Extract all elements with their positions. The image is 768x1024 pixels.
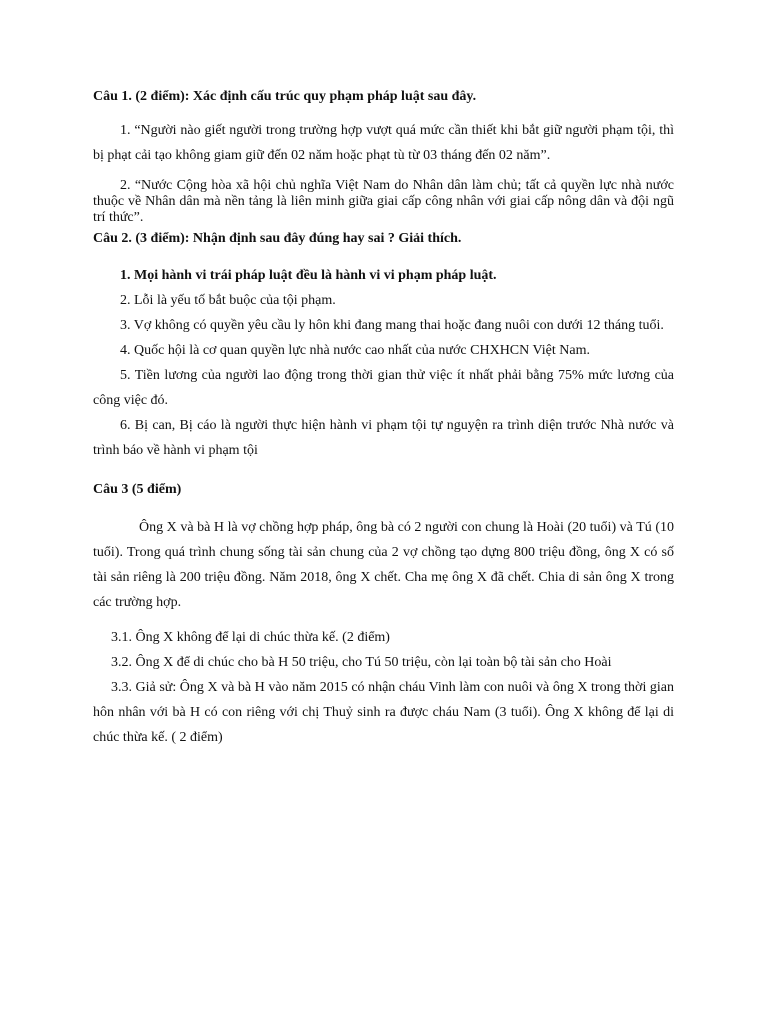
cau1-heading: Câu 1. (2 điểm): Xác định cấu trúc quy phạm pháp luật sau đây. [93, 89, 477, 104]
cau2-item-4: 4. Quốc hội là cơ quan quyền lực nhà nước cao nhất của nước CHXHCN Việt Nam. [120, 343, 590, 358]
cau3-sub-1: 3.1. Ông X không để lại di chúc thừa kế. (2 điểm) [111, 630, 390, 645]
cau2-item-5: 5. Tiền lương của người lao động trong thời gian thử việc ít nhất phải bằng 75% mức lương của công việc đó. [93, 368, 674, 408]
cau3-sub-2: 3.2. Ông X để di chúc cho bà H 50 triệu, cho Tú 50 triệu, còn lại toàn bộ tài sản cho Hoài [111, 655, 612, 670]
cau3-scenario: Ông X và bà H là vợ chồng hợp pháp, ông bà có 2 người con chung là Hoài (20 tuổi) và Tú (10 tuổi). Trong quá trình chung sống tài sản chung của 2 vợ chồng tạo dựng 800 triệu đồng, ông X có số tài sản riêng là 200 triệu đồng. Năm 2018, ông X chết. Cha mẹ ông X đã chết. Chia di sản ông X trong các trường hợp. [93, 520, 674, 610]
cau3-sub-3: 3.3. Giả sử: Ông X và bà H vào năm 2015 có nhận cháu Vinh làm con nuôi và ông X trong thời gian hôn nhân với bà H có con riêng với chị Thuỷ sinh ra được cháu Nam (3 tuổi). Ông X không để lại di chúc thừa kế. ( 2 điểm) [93, 680, 674, 745]
cau2-item-2: 2. Lỗi là yếu tố bắt buộc của tội phạm. [120, 293, 336, 308]
cau2-item-3: 3. Vợ không có quyền yêu cầu ly hôn khi đang mang thai hoặc đang nuôi con dưới 12 tháng tuổi. [120, 318, 664, 333]
cau2-item-6: 6. Bị can, Bị cáo là người thực hiện hành vi phạm tội tự nguyện ra trình diện trước Nhà nước và trình báo về hành vi phạm tội [93, 418, 674, 458]
cau1-item-1: 1. “Người nào giết người trong trường hợp vượt quá mức cần thiết khi bắt giữ người phạm tội, thì bị phạt cải tạo không giam giữ đến 02 năm hoặc phạt tù từ 03 tháng đến 02 năm”. [93, 123, 674, 163]
cau2-heading: Câu 2. (3 điểm): Nhận định sau đây đúng hay sai ? Giải thích. [93, 231, 462, 246]
cau1-item-2: 2. “Nước Cộng hòa xã hội chủ nghĩa Việt Nam do Nhân dân làm chủ; tất cả quyền lực nhà nước thuộc về Nhân dân mà nền tảng là liên minh giữa giai cấp công nhân với giai cấp nông dân và đội ngũ trí thức”. [93, 178, 674, 225]
cau3-heading: Câu 3 (5 điểm) [93, 482, 182, 497]
exam-document [93, 84, 674, 750]
cau2-item-1: 1. Mọi hành vi trái pháp luật đều là hành vi vi phạm pháp luật. [120, 268, 497, 283]
